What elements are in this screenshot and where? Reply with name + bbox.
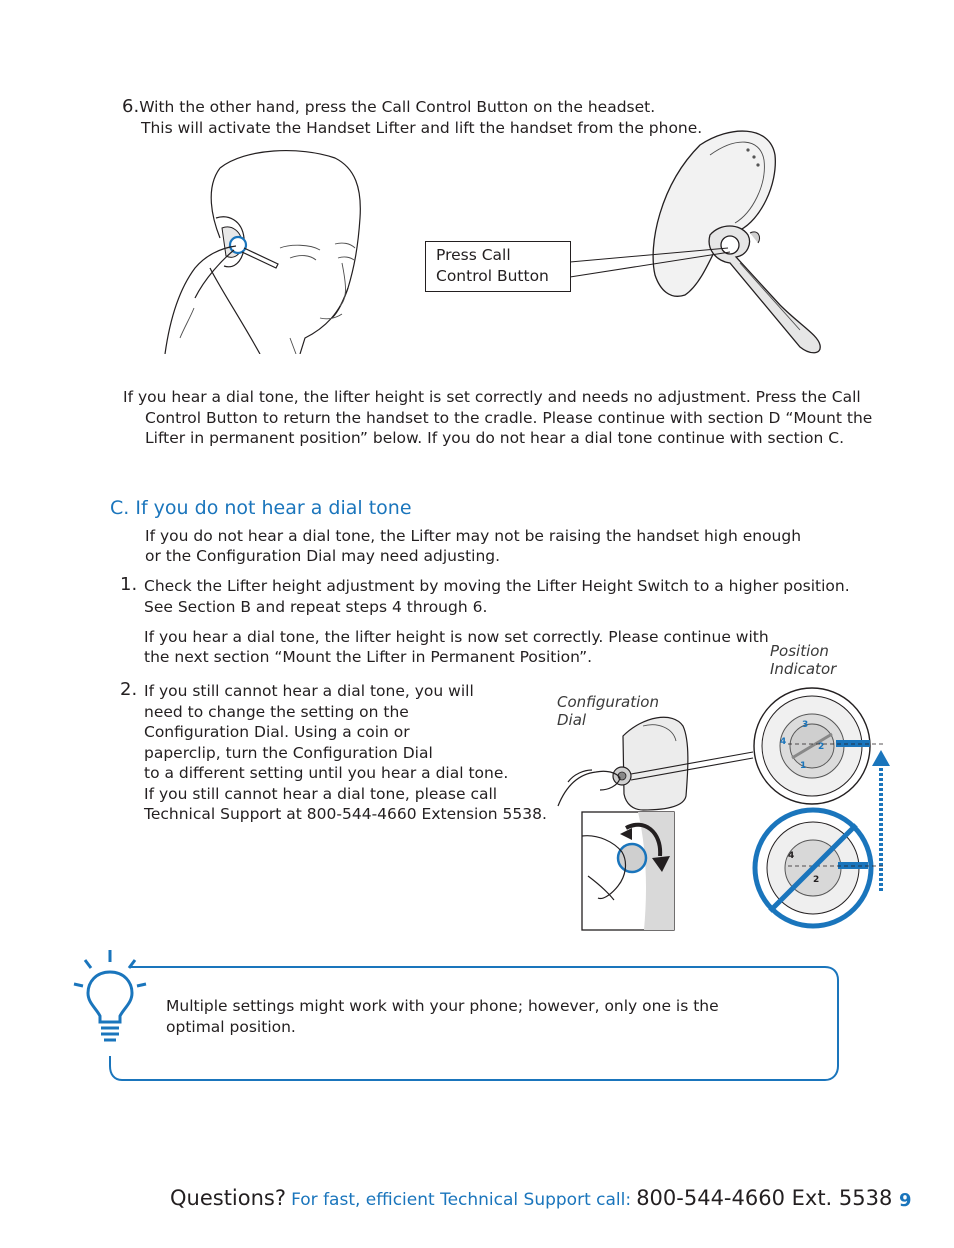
step1-number: 1.	[120, 574, 138, 595]
tip-line2: optimal position.	[166, 1017, 296, 1036]
step6-line1: With the other hand, press the Call Control Button on the headset.	[139, 98, 656, 116]
step6-line2: This will activate the Handset Lifter and lift the handset from the phone.	[141, 119, 703, 137]
dial-tone-note-line3: Lifter in permanent position” below. If you do not hear a dial tone continue with section C.	[145, 429, 844, 447]
svg-text:3: 3	[802, 720, 809, 730]
callout-line2: Control Button	[436, 266, 549, 285]
footer-phone: 800-544-4660 Ext. 5538	[636, 1186, 893, 1210]
press-call-callout	[425, 241, 571, 292]
svg-text:1: 1	[800, 761, 807, 771]
step2-line: paperclip, turn the Configuration Dial	[144, 743, 433, 762]
dial-tone-note-line1: If you hear a dial tone, the lifter height is set correctly and needs no adjustment. Press the Call	[123, 388, 861, 406]
step1-line4: the next section “Mount the Lifter in Permanent Position”.	[144, 648, 593, 666]
step2-number: 2.	[120, 679, 138, 700]
footer-support-text: For fast, efficient Technical Support call:	[291, 1190, 632, 1210]
step2-line: If you still cannot hear a dial tone, please call	[144, 784, 498, 803]
tip-text	[166, 996, 719, 1037]
step2-line: Configuration Dial. Using a coin or	[144, 723, 410, 741]
dial-tone-note-line2: Control Button to return the handset to the cradle. Please continue with section D “Mount the	[145, 409, 873, 427]
footer	[170, 1186, 892, 1210]
step6-number: 6.	[122, 96, 140, 117]
position-indicator-label-line1: Position	[770, 642, 829, 660]
section-c-heading: C. If you do not hear a dial tone	[110, 497, 412, 519]
lightbulb-icon	[70, 946, 150, 1046]
step1-line1: Check the Lifter height adjustment by moving the Lifter Height Switch to a higher position.	[144, 577, 850, 595]
tip-line1: Multiple settings might work with your phone; however, only one is the	[166, 997, 719, 1015]
step2-line: If you still cannot hear a dial tone, you will	[144, 682, 474, 700]
step2-text	[144, 681, 547, 825]
position-indicator-label-line2: Indicator	[770, 660, 837, 678]
step1-line2: See Section B and repeat steps 4 through 6.	[144, 598, 488, 616]
section-c-intro2: or the Configuration Dial may need adjusting.	[145, 547, 501, 565]
svg-text:4: 4	[780, 737, 787, 747]
configuration-dial-illustration	[548, 686, 893, 932]
callout-leader-lines	[0, 0, 954, 400]
svg-text:2: 2	[813, 875, 820, 885]
position-indicator-label	[770, 642, 836, 678]
page-number: 9	[899, 1190, 912, 1211]
footer-questions: Questions?	[170, 1186, 287, 1210]
callout-line1: Press Call	[436, 246, 511, 264]
step1-line3: If you hear a dial tone, the lifter height is now set correctly. Please continue with	[144, 628, 769, 646]
step2-line: to a different setting until you hear a dial tone.	[144, 764, 509, 782]
svg-text:4: 4	[788, 851, 795, 861]
section-c-intro1: If you do not hear a dial tone, the Lifter may not be raising the handset high enough	[145, 527, 802, 545]
svg-text:2: 2	[818, 742, 825, 752]
step2-line: need to change the setting on the	[144, 702, 409, 721]
configuration-dial-label-line2: Dial	[557, 711, 587, 729]
configuration-dial-label-line1: Configuration	[557, 693, 659, 711]
step2-line: Technical Support at 800-544-4660 Extension 5538.	[144, 805, 547, 823]
